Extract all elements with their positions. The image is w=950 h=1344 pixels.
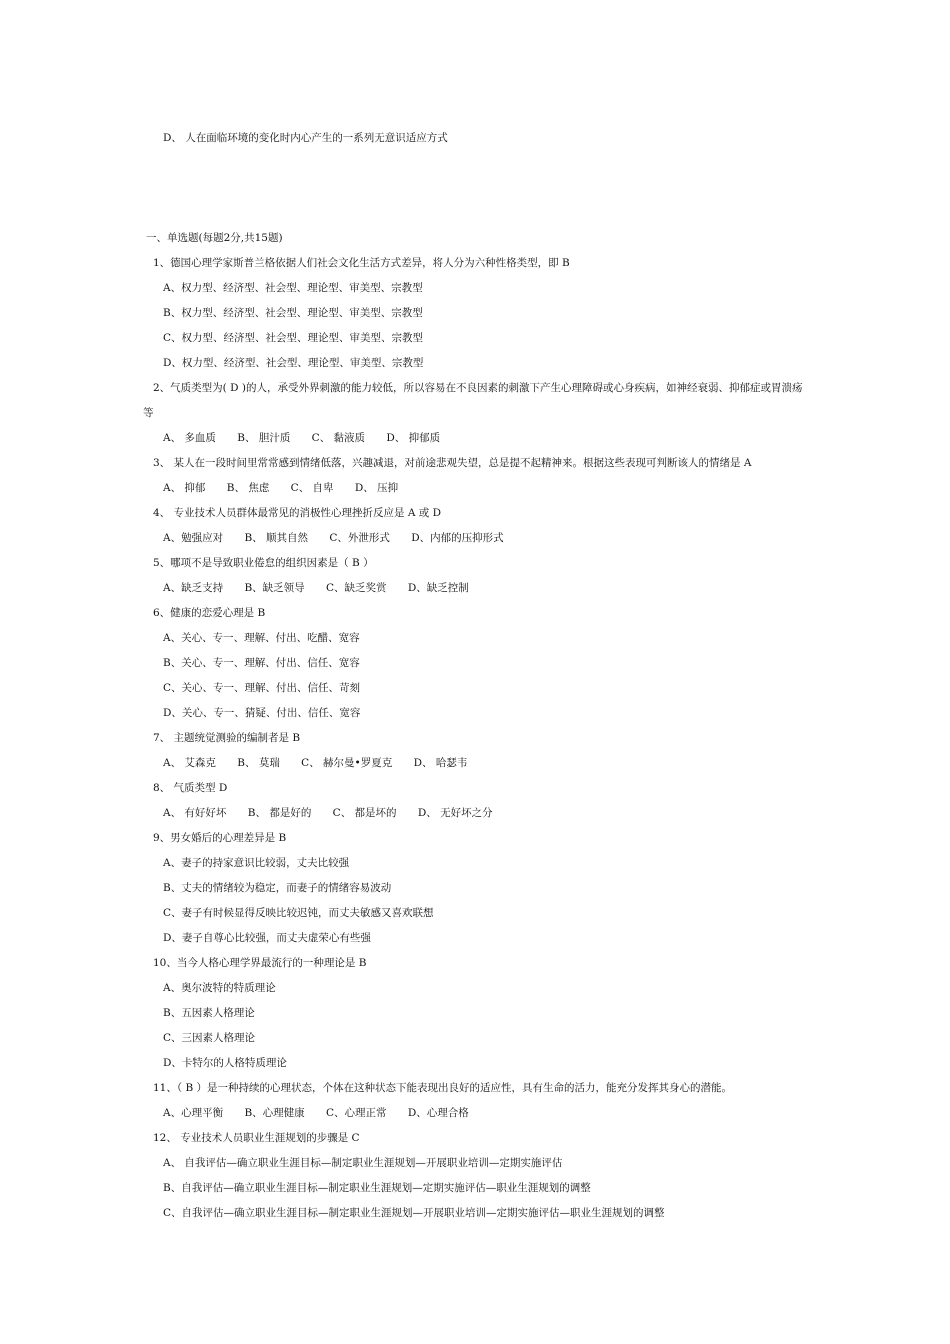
question-2-option-a: A、 多血质	[163, 432, 216, 444]
question-2-stem: 2、气质类型为( D )的人，承受外界刺激的能力较低，所以容易在不良因素的刺激下产生心理障碍或心身疾病，如神经衰弱、抑郁症或胃溃疡	[153, 382, 803, 394]
question-10-option-a: A、奥尔波特的特质理论	[163, 982, 276, 994]
question-7-options	[163, 756, 485, 770]
question-5-option-d: D、缺乏控制	[407, 582, 469, 594]
question-7-stem: 7、 主题统觉测验的编制者是 B	[153, 732, 301, 744]
question-6-option-d: D、关心、专一、猜疑、付出、信任、宽容	[163, 707, 361, 719]
question-12-option-b: B、自我评估—确立职业生涯目标—制定职业生涯规划—定期实施评估—职业生涯规划的调整	[163, 1182, 591, 1194]
question-11-options	[163, 1106, 487, 1120]
question-3-option-a: A、 抑郁	[163, 482, 206, 494]
question-1-option-b: B、权力型、经济型、社会型、理论型、审美型、宗教型	[163, 307, 423, 319]
question-7-option-a: A、 艾森克	[163, 757, 216, 769]
question-5-stem: 5、哪项不是导致职业倦怠的组织因素是（ B ）	[153, 557, 374, 569]
question-4-stem: 4、 专业技术人员群体最常见的消极性心理挫折反应是 A 或 D	[153, 507, 442, 519]
section-title: 一、单选题(每题2分,共15题)	[146, 232, 283, 244]
question-1-stem: 1、德国心理学家斯普兰格依据人们社会文化生活方式差异，将人分为六种性格类型，即 B	[153, 257, 570, 269]
question-11-option-c: C、心理正常	[326, 1107, 387, 1119]
question-4-option-d: D、内郁的压抑形式	[411, 532, 504, 544]
question-9-option-a: A、妻子的持家意识比较弱，丈夫比较强	[163, 857, 350, 869]
question-5-options	[163, 581, 487, 595]
question-9-stem: 9、男女婚后的心理差异是 B	[153, 832, 287, 844]
question-7-option-c: C、 赫尔曼•罗夏克	[301, 757, 393, 769]
question-2-option-b: B、 胆汁质	[237, 432, 291, 444]
question-2-option-d: D、 抑郁质	[386, 432, 441, 444]
question-3-option-c: C、 自卑	[290, 482, 334, 494]
question-1-option-c: C、权力型、经济型、社会型、理论型、审美型、宗教型	[163, 332, 424, 344]
question-5-option-b: B、缺乏领导	[244, 582, 305, 594]
question-10-option-b: B、五因素人格理论	[163, 1007, 255, 1019]
question-6-stem: 6、健康的恋爱心理是 B	[153, 607, 266, 619]
question-4-options	[163, 531, 522, 545]
question-11-stem: 11、（ B ）是一种持续的心理状态，个体在这种状态下能表现出良好的适应性，具有生命的活力，能充分发挥其身心的潜能。	[153, 1082, 732, 1094]
question-4-option-c: C、外泄形式	[329, 532, 390, 544]
top-option-text: D、 人在面临环境的变化时内心产生的一系列无意识适应方式	[163, 132, 448, 144]
question-10-option-d: D、卡特尔的人格特质理论	[163, 1057, 287, 1069]
question-1-option-d: D、权力型、经济型、社会型、理论型、审美型、宗教型	[163, 357, 424, 369]
question-11-option-d: D、心理合格	[407, 1107, 469, 1119]
question-12-stem: 12、 专业技术人员职业生涯规划的步骤是 C	[153, 1132, 360, 1144]
question-11-option-b: B、心理健康	[244, 1107, 305, 1119]
question-9-option-d: D、妻子自尊心比较强，而丈夫虚荣心有些强	[163, 932, 371, 944]
question-8-option-b: B、 都是好的	[247, 807, 312, 819]
question-4-option-b: B、 顺其自然	[244, 532, 308, 544]
question-9-option-c: C、妻子有时候显得反映比较迟钝，而丈夫敏感又喜欢联想	[163, 907, 434, 919]
question-8-options	[163, 806, 511, 820]
question-6-option-a: A、关心、专一、理解、付出、吃醋、宽容	[163, 632, 360, 644]
question-4-option-a: A、勉强应对	[163, 532, 224, 544]
question-3-options	[163, 481, 416, 495]
question-8-stem: 8、 气质类型 D	[153, 782, 228, 794]
question-3-option-b: B、 焦虑	[226, 482, 270, 494]
question-12-option-a: A、 自我评估—确立职业生涯目标—制定职业生涯规划—开展职业培训—定期实施评估	[163, 1157, 563, 1169]
question-11-option-a: A、心理平衡	[163, 1107, 224, 1119]
question-2-option-c: C、 黏液质	[311, 432, 366, 444]
question-5-option-c: C、缺乏奖赏	[326, 582, 387, 594]
question-12-option-c: C、自我评估—确立职业生涯目标—制定职业生涯规划—开展职业培训—定期实施评估—职业生涯规划的调整	[163, 1207, 665, 1219]
question-8-option-c: C、 都是坏的	[332, 807, 397, 819]
question-8-option-d: D、 无好坏之分	[417, 807, 493, 819]
question-6-option-c: C、关心、专一、理解、付出、信任、苛刻	[163, 682, 361, 694]
question-3-stem: 3、 某人在一段时间里常常感到情绪低落，兴趣减退，对前途悲观失望，总是提不起精神来。根据这些表现可判断该人的情绪是 A	[153, 457, 752, 469]
question-7-option-b: B、 莫瑞	[237, 757, 280, 769]
question-10-stem: 10、当今人格心理学界最流行的一种理论是 B	[153, 957, 367, 969]
question-2-options	[163, 431, 458, 445]
question-3-option-d: D、 压抑	[354, 482, 399, 494]
question-2-stem-continuation: 等	[143, 407, 154, 419]
question-9-option-b: B、丈夫的情绪较为稳定，而妻子的情绪容易波动	[163, 882, 392, 894]
question-8-option-a: A、 有好好坏	[163, 807, 227, 819]
question-10-option-c: C、三因素人格理论	[163, 1032, 256, 1044]
question-5-option-a: A、缺乏支持	[163, 582, 224, 594]
question-6-option-b: B、关心、专一、理解、付出、信任、宽容	[163, 657, 360, 669]
question-7-option-d: D、 哈瑟韦	[413, 757, 468, 769]
question-1-option-a: A、权力型、经济型、社会型、理论型、审美型、宗教型	[163, 282, 423, 294]
